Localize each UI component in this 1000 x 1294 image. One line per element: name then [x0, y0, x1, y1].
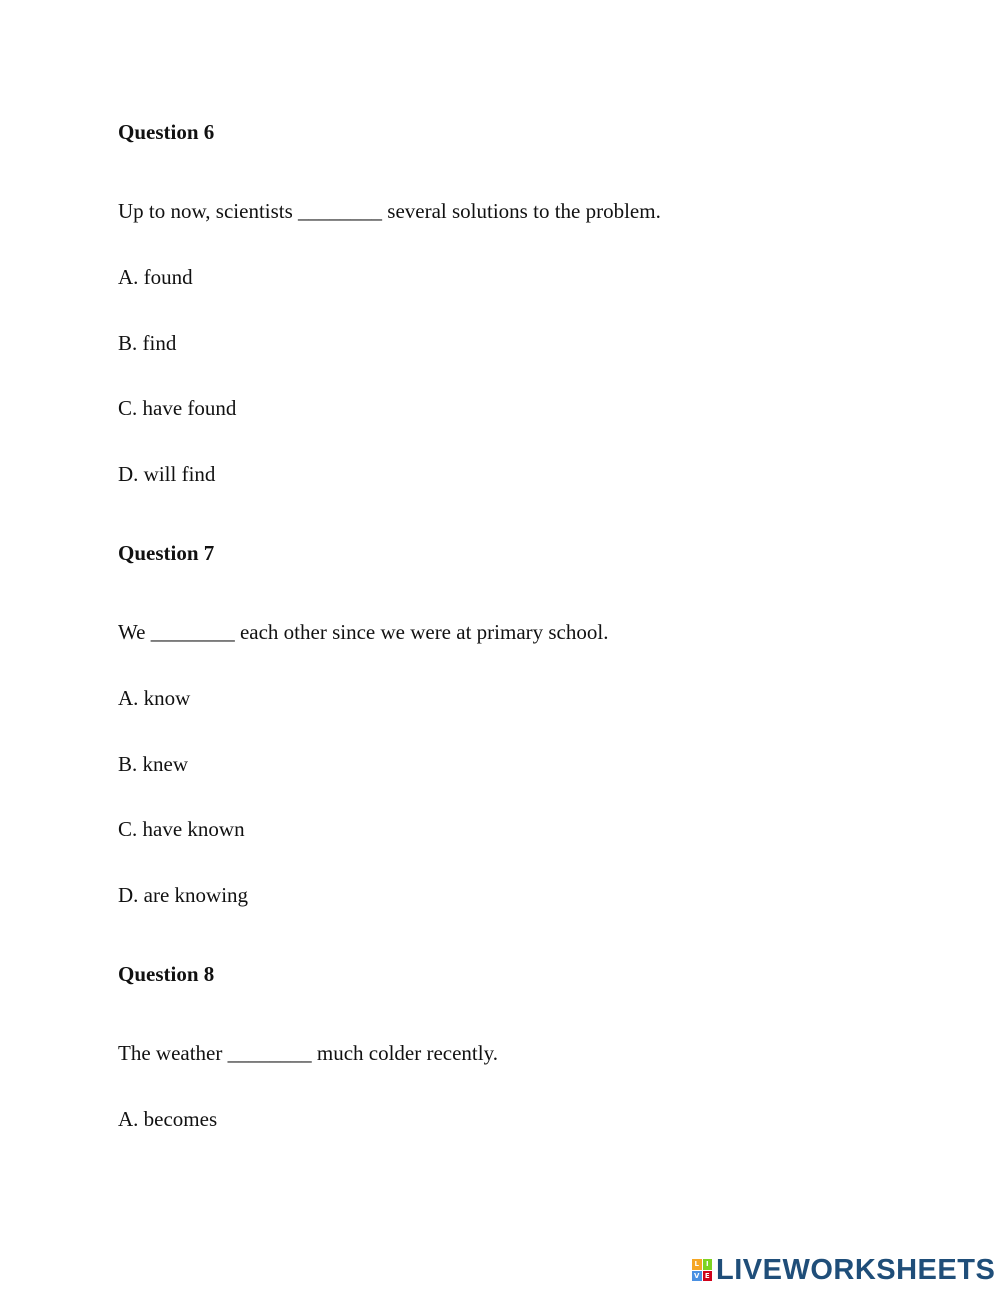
question-7-heading: Question 7 [118, 541, 215, 565]
question-8-heading: Question 8 [118, 962, 215, 986]
question-8-option-a[interactable]: A. becomes [118, 1107, 218, 1131]
question-7-option-d[interactable]: D. are knowing [118, 883, 249, 907]
question-7-option-a[interactable]: A. know [118, 686, 191, 710]
question-8-prompt: The weather ________ much colder recently. [118, 1041, 498, 1065]
question-6-option-c[interactable]: C. have found [118, 396, 237, 420]
question-7-option-c[interactable]: C. have known [118, 817, 245, 841]
question-7-prompt: We ________ each other since we were at primary school. [118, 620, 609, 644]
question-6-prompt: Up to now, scientists ________ several solutions to the problem. [118, 199, 661, 223]
logo-mark-letter-i: I [703, 1259, 713, 1270]
question-6-option-a[interactable]: A. found [118, 265, 193, 289]
question-7-option-b[interactable]: B. knew [118, 752, 188, 776]
question-6-heading: Question 6 [118, 120, 215, 144]
logo-mark-letter-v: V [692, 1271, 702, 1282]
logo-text: LIVEWORKSHEETS [716, 1254, 996, 1286]
logo-mark-icon [692, 1259, 712, 1281]
logo-mark-letter-l: L [692, 1259, 702, 1270]
liveworksheets-logo [692, 1256, 995, 1284]
logo-mark-letter-e: E [703, 1271, 713, 1282]
question-6-option-d[interactable]: D. will find [118, 462, 216, 486]
question-6-option-b[interactable]: B. find [118, 331, 177, 355]
